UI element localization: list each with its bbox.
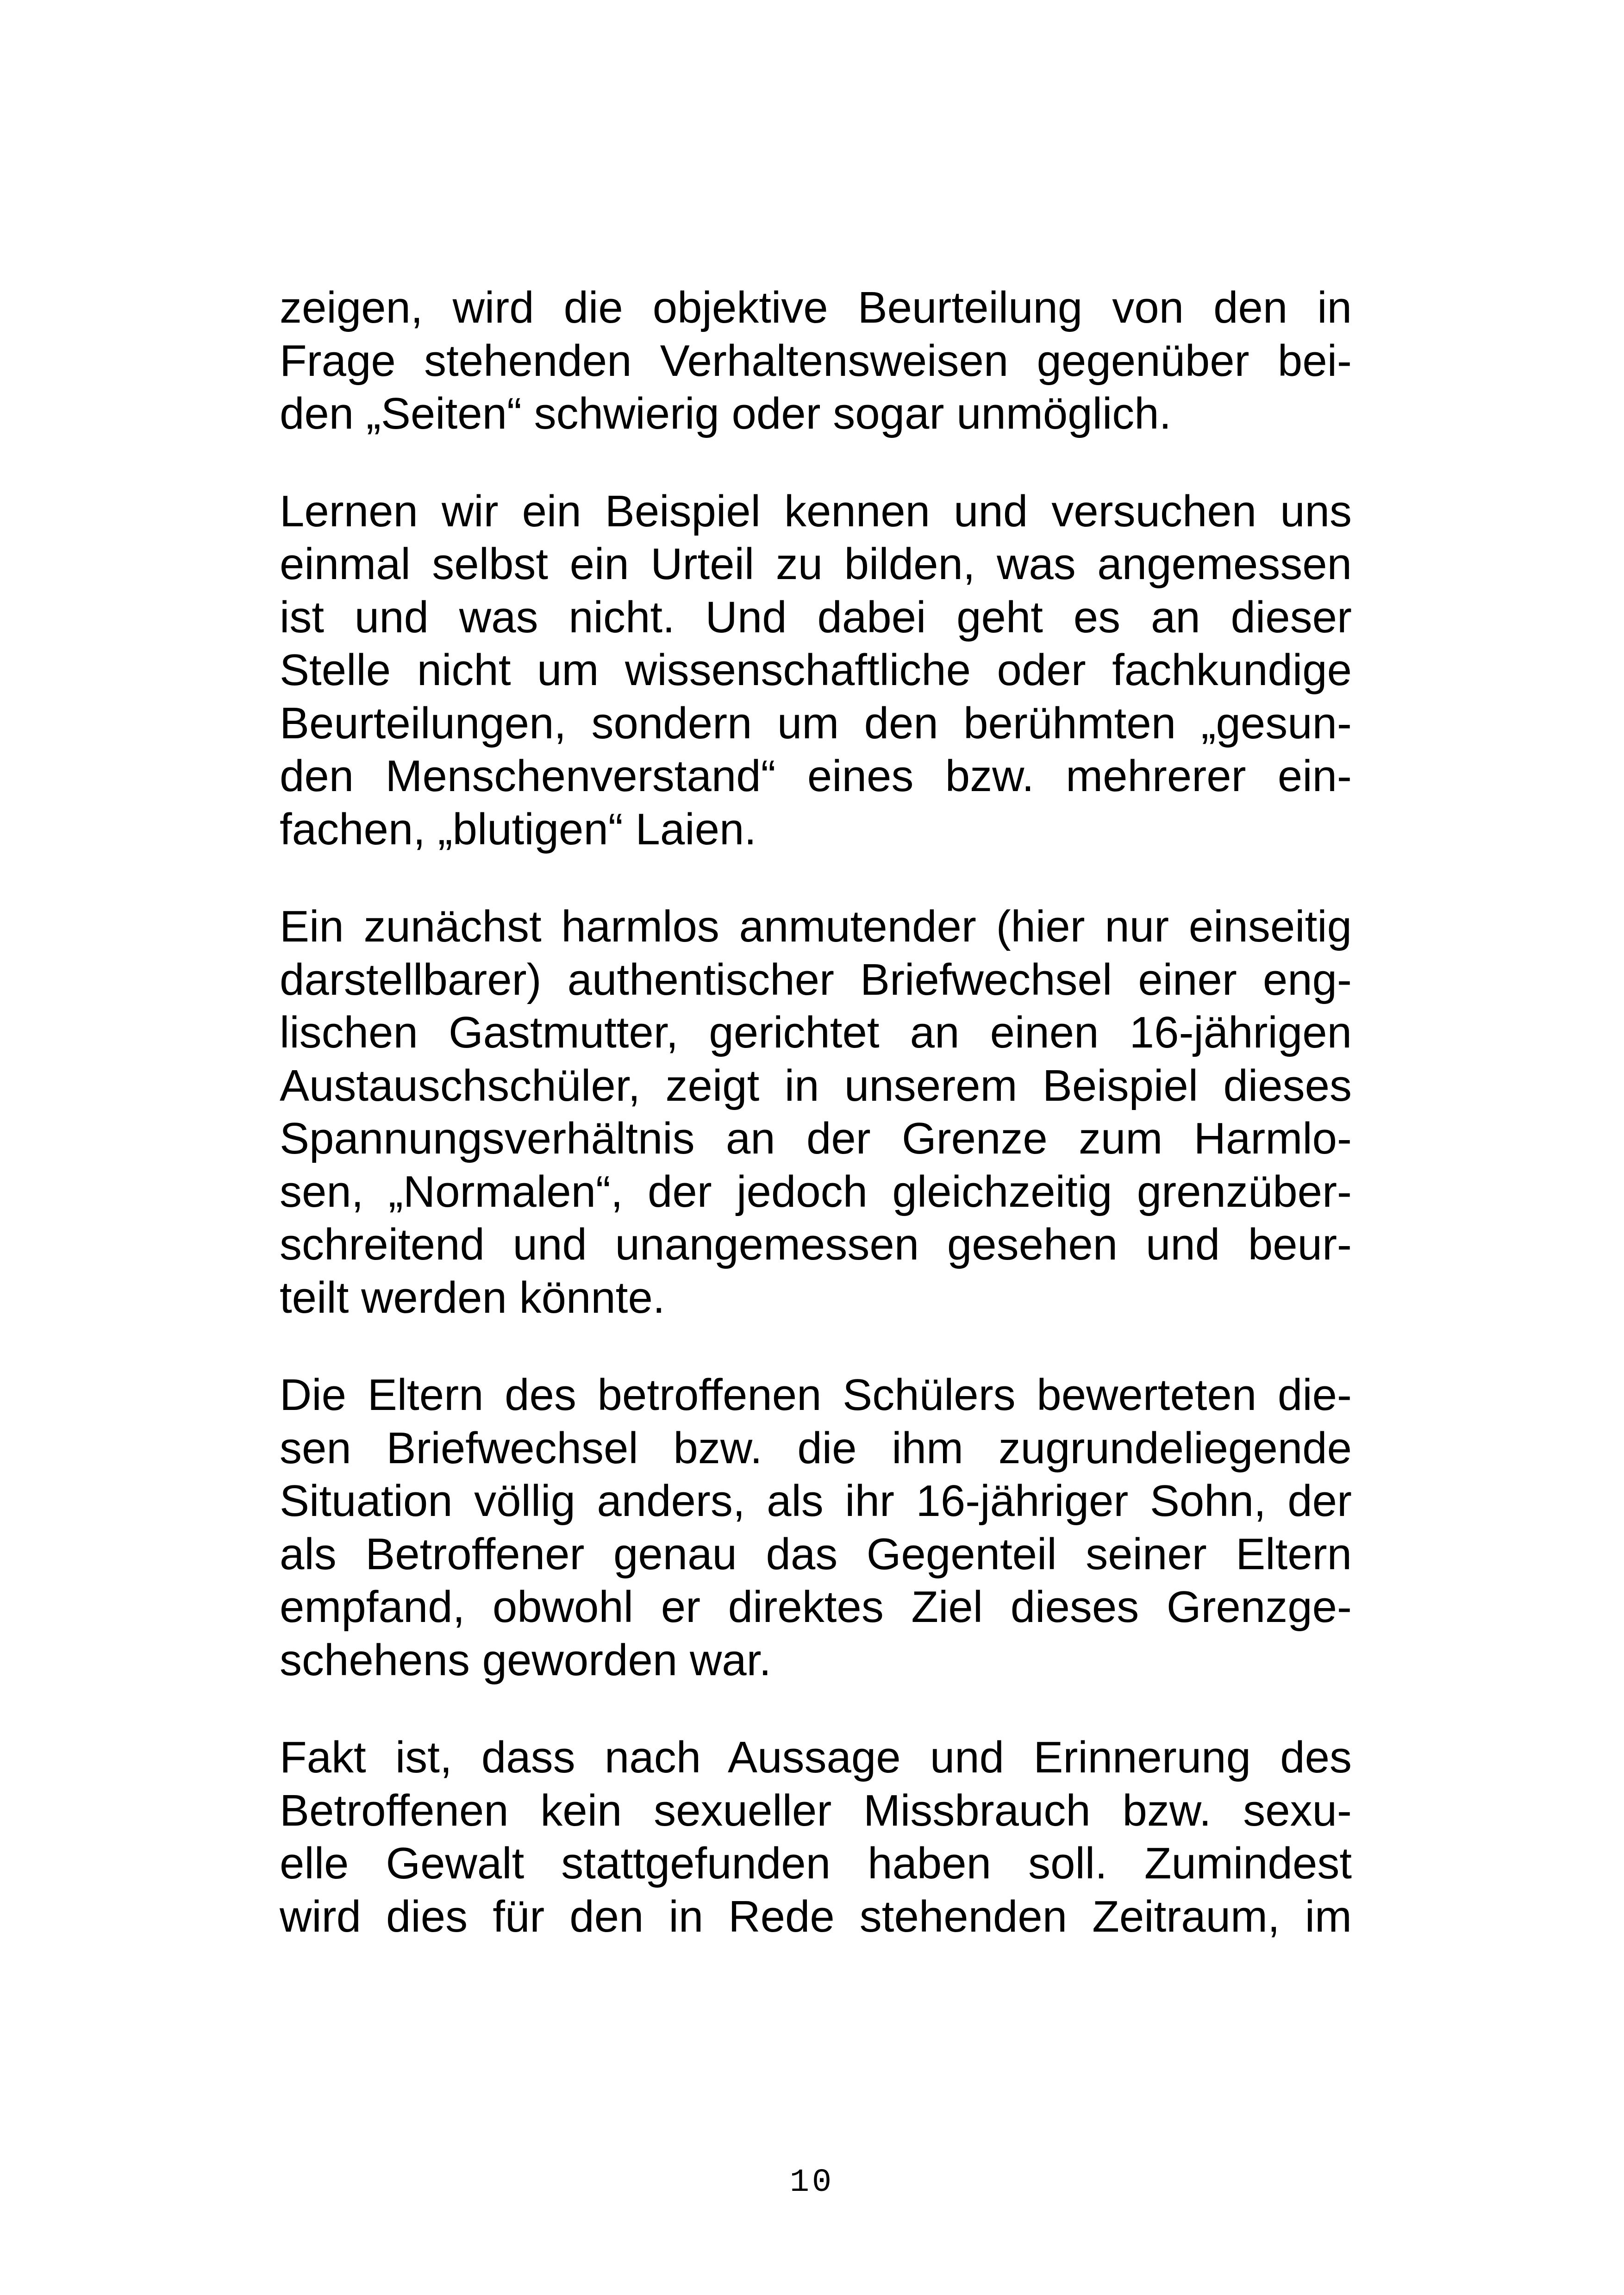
text-line: einmal selbst ein Urteil zu bilden, was angemessen — [280, 539, 1352, 589]
text-line: elle Gewalt stattgefunden haben soll. Zumindest — [280, 1839, 1352, 1888]
paragraph — [280, 1731, 1352, 1943]
page-number: 10 — [789, 2164, 834, 2201]
text-line: Ein zunächst harmlos anmutender (hier nur einseitig — [280, 902, 1352, 951]
text-line: teilt werden könnte. — [280, 1272, 665, 1322]
text-line: Beurteilungen, sondern um den berühmten „gesun- — [280, 698, 1352, 748]
text-line: sen, „Normalen“, der jedoch gleichzeitig grenzüber- — [280, 1166, 1352, 1216]
text-line: lischen Gastmutter, gerichtet an einen 16-jährigen — [280, 1008, 1352, 1057]
text-line: schehens geworden war. — [280, 1635, 771, 1685]
text-line: darstellbarer) authentischer Briefwechsel einer eng- — [280, 954, 1352, 1004]
body-text — [280, 281, 1352, 1988]
paragraph — [280, 281, 1352, 441]
text-line: sen Briefwechsel bzw. die ihm zugrundeliegende — [280, 1423, 1352, 1473]
paragraph — [280, 1369, 1352, 1687]
text-line: den „Seiten“ schwierig oder sogar unmöglich. — [280, 389, 1172, 438]
text-line: Frage stehenden Verhaltensweisen gegenüber bei- — [280, 336, 1352, 386]
text-line: Austauschschüler, zeigt in unserem Beispiel dieses — [280, 1060, 1352, 1110]
text-line: Die Eltern des betroffenen Schülers bewerteten die- — [280, 1370, 1352, 1420]
text-line: Situation völlig anders, als ihr 16-jähriger Sohn, der — [280, 1476, 1352, 1526]
text-line: den Menschenverstand“ eines bzw. mehrerer ein- — [280, 751, 1352, 801]
text-line: als Betroffener genau das Gegenteil seiner Eltern — [280, 1529, 1352, 1579]
text-line: Lernen wir ein Beispiel kennen und versuchen uns — [280, 486, 1352, 536]
text-line: zeigen, wird die objektive Beurteilung von den in — [280, 283, 1352, 332]
text-line: fachen, „blutigen“ Laien. — [280, 804, 757, 854]
paragraph — [280, 900, 1352, 1324]
text-line: Spannungsverhältnis an der Grenze zum Harmlo- — [280, 1114, 1352, 1163]
text-line: empfand, obwohl er direktes Ziel dieses Grenzge- — [280, 1582, 1352, 1632]
text-line: ist und was nicht. Und dabei geht es an dieser — [280, 592, 1352, 642]
text-line: Fakt ist, dass nach Aussage und Erinnerung des — [280, 1733, 1352, 1782]
text-line: wird dies für den in Rede stehenden Zeitraum, im — [280, 1891, 1352, 1941]
text-line: Betroffenen kein sexueller Missbrauch bzw. sexu- — [280, 1785, 1352, 1835]
paragraph — [280, 485, 1352, 856]
text-line: Stelle nicht um wissenschaftliche oder fachkundige — [280, 645, 1352, 695]
text-line: schreitend und unangemessen gesehen und beur- — [280, 1220, 1352, 1269]
